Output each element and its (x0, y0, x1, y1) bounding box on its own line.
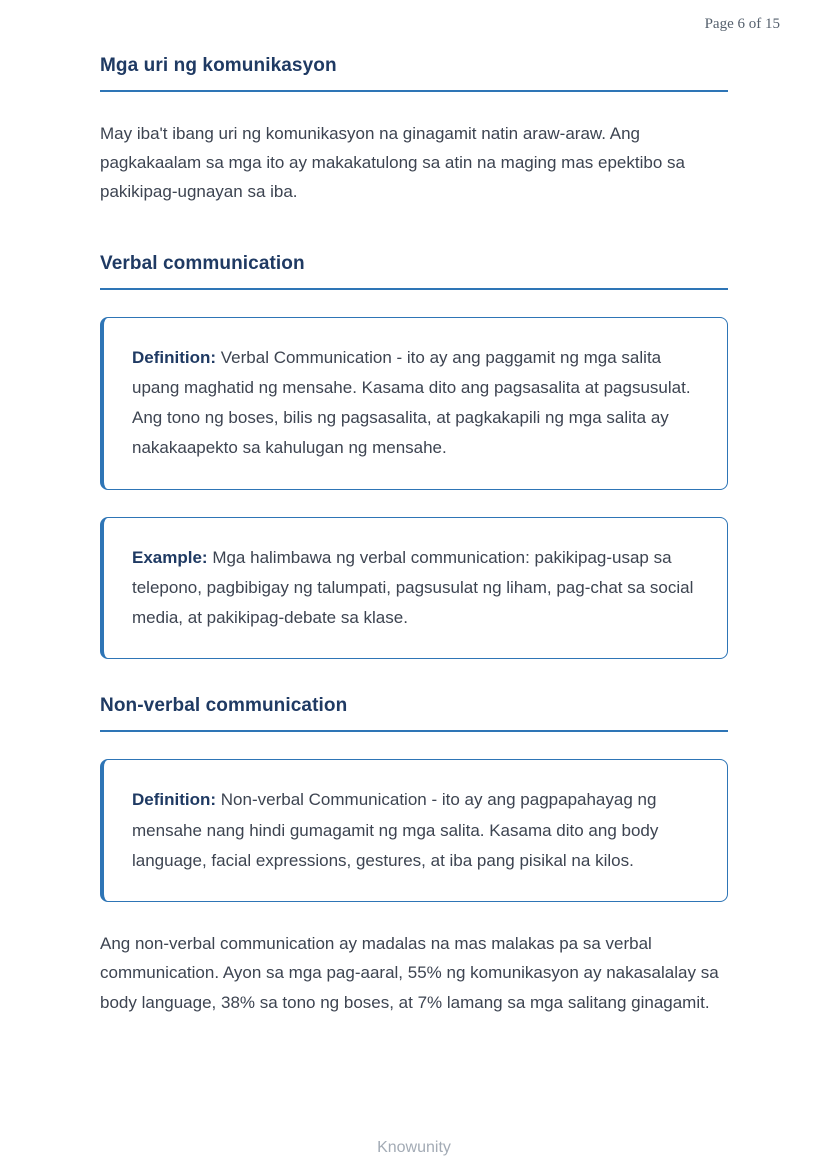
statistics-paragraph: Ang non-verbal communication ay madalas na mas malakas pa sa verbal communication. Ayon sa mga pag-aaral, 55% ng komunikasyon ay nakasalalay sa body language, 38% sa tono ng boses, at 7% lamang sa mga salitang ginagamit. (100, 934, 719, 1012)
definition-label: Definition: (132, 347, 217, 367)
page-number: Page 6 of 15 (704, 16, 780, 32)
intro-paragraph: May iba't ibang uri ng komunikasyon na ginagamit natin araw-araw. Ang pagkakaalam sa mga ito ay makakatulong sa atin na maging mas epektibo sa pakikipag-ugnayan sa iba. (100, 124, 685, 202)
section-heading-mga-uri-ng-komunikasyon: Mga uri ng komunikasyon (100, 55, 728, 92)
example-label: Example: (132, 547, 208, 567)
example-box-verbal (100, 517, 728, 660)
definition-box-nonverbal (100, 759, 728, 902)
definition-text: Verbal Communication - ito ay ang paggamit ng mga salita upang maghatid ng mensahe. Kasama dito ang pagsasalita at pagsusulat. Ang tono ng boses, bilis ng pagsasalita, at pagkakapili ng mga salita ay nakakaapekto sa kahulugan ng mensahe. (132, 347, 691, 458)
example-text: Mga halimbawa ng verbal communication: pakikipag-usap sa telepono, pagbibigay ng talumpati, pagsusulat ng liham, pag-chat sa social media, at pakikipag-debate sa klase. (132, 547, 694, 628)
section-heading-non-verbal-communication: Non-verbal communication (100, 695, 728, 732)
document-content (0, 55, 828, 1017)
definition-box-verbal (100, 317, 728, 490)
section-heading-verbal-communication: Verbal communication (100, 253, 728, 290)
definition-label: Definition: (132, 790, 217, 810)
footer-brand: Knowunity (377, 1139, 451, 1156)
definition-text: Non-verbal Communication - ito ay ang pagpapahayag ng mensahe nang hindi gumagamit ng mga salita. Kasama dito ang body language, facial expressions, gestures, at iba pang pisikal na kilos. (132, 790, 659, 870)
